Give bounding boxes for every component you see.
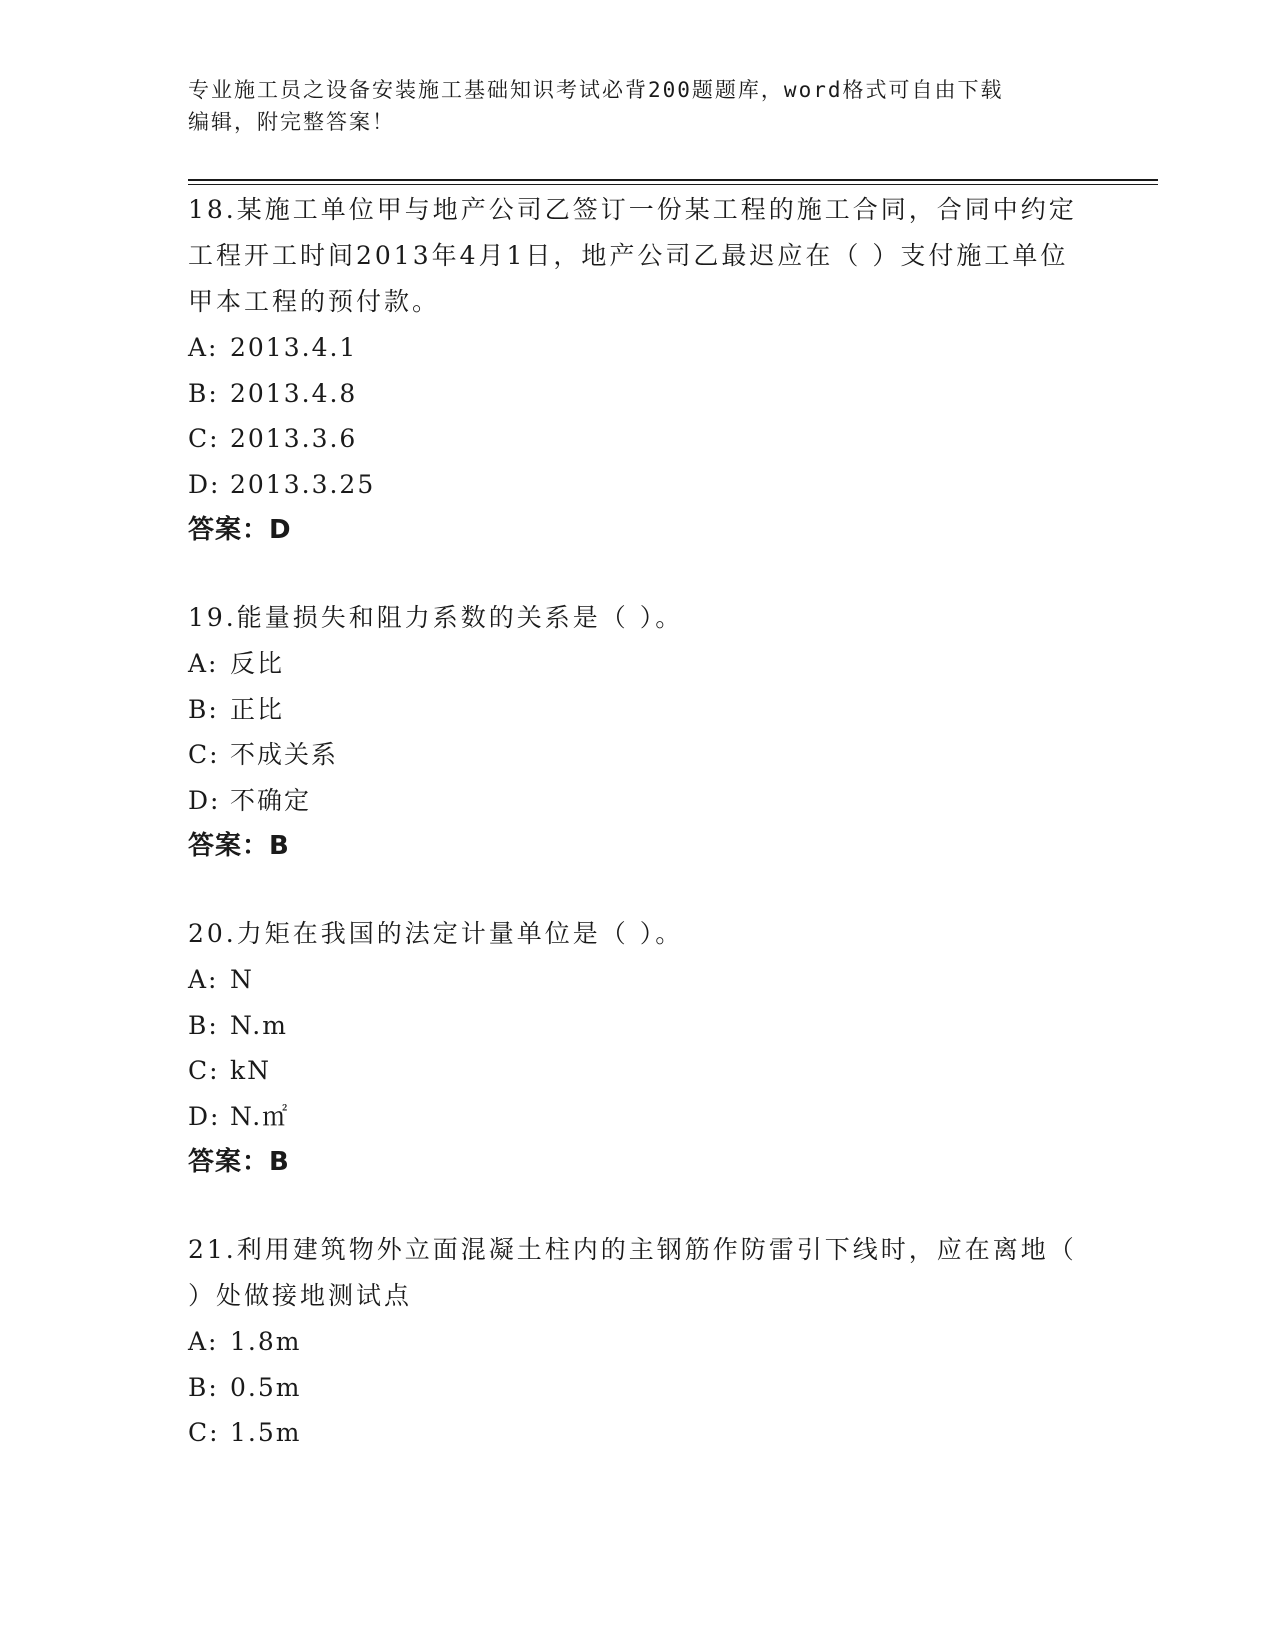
option-key: C: — [188, 740, 220, 769]
option-text: 不确定 — [230, 785, 312, 815]
option-text: 不成关系 — [230, 740, 339, 769]
option-text: kN — [230, 1056, 272, 1085]
header-line-2: 编辑，附完整答案！ — [188, 110, 395, 134]
option-c — [188, 1048, 1088, 1094]
question-21 — [188, 1227, 1088, 1456]
option-text: 2013.3.6 — [230, 424, 358, 453]
option-key: A: — [188, 1327, 219, 1356]
header-divider-thin — [188, 184, 1158, 185]
option-d — [188, 1094, 1088, 1140]
option-key: B: — [188, 1010, 219, 1040]
question-stem: 19.能量损失和阻力系数的关系是（ ）。 — [188, 603, 684, 632]
option-text: N.m — [230, 1010, 288, 1040]
option-c — [188, 416, 1088, 462]
question-18 — [188, 187, 1088, 553]
option-key: C: — [188, 1056, 220, 1085]
question-list — [188, 187, 1088, 1498]
option-b — [188, 687, 1088, 733]
answer-line: 答案：B — [188, 1147, 290, 1177]
option-c — [188, 732, 1088, 778]
option-key: A: — [188, 965, 219, 994]
option-b — [188, 371, 1088, 417]
option-key: D: — [188, 1101, 221, 1131]
option-text: 2013.4.1 — [230, 333, 358, 362]
option-text: 1.8m — [230, 1327, 302, 1356]
option-a — [188, 325, 1088, 371]
option-key: B: — [188, 694, 219, 724]
header-divider-thick — [188, 179, 1158, 181]
option-key: D: — [188, 785, 221, 815]
option-d — [188, 778, 1088, 824]
option-key: B: — [188, 1372, 219, 1402]
option-text: 2013.4.8 — [230, 378, 358, 408]
answer-line: 答案：D — [188, 515, 292, 545]
option-text: 1.5m — [230, 1418, 302, 1447]
option-key: C: — [188, 1418, 220, 1447]
option-key: A: — [188, 333, 219, 362]
question-stem: 18.某施工单位甲与地产公司乙签订一份某工程的施工合同，合同中约定工程开工时间2013年4月1日，地产公司乙最迟应在（ ）支付施工单位甲本工程的预付款。 — [188, 195, 1077, 316]
option-a — [188, 641, 1088, 687]
option-b — [188, 1003, 1088, 1049]
option-c — [188, 1410, 1088, 1456]
question-20 — [188, 911, 1088, 1185]
option-key: D: — [188, 469, 221, 499]
question-19 — [188, 595, 1088, 869]
option-text: 正比 — [230, 694, 285, 724]
option-a — [188, 957, 1088, 1003]
document-header — [188, 74, 1068, 138]
option-text: 2013.3.25 — [230, 469, 376, 499]
option-b — [188, 1365, 1088, 1411]
option-text: N — [230, 965, 254, 994]
option-key: C: — [188, 424, 220, 453]
option-key: B: — [188, 378, 219, 408]
header-line-1: 专业施工员之设备安装施工基础知识考试必背200题题库，word格式可自由下载 — [188, 78, 1004, 102]
answer-line: 答案：B — [188, 831, 290, 861]
question-stem: 20.力矩在我国的法定计量单位是（ ）。 — [188, 919, 684, 948]
option-text: 0.5m — [230, 1372, 302, 1402]
option-key: A: — [188, 649, 219, 678]
option-d — [188, 462, 1088, 508]
option-a — [188, 1319, 1088, 1365]
option-text: N.㎡ — [230, 1101, 290, 1131]
option-text: 反比 — [230, 649, 285, 678]
question-stem: 21.利用建筑物外立面混凝土柱内的主钢筋作防雷引下线时，应在离地（ ）处做接地测试点 — [188, 1235, 1077, 1310]
